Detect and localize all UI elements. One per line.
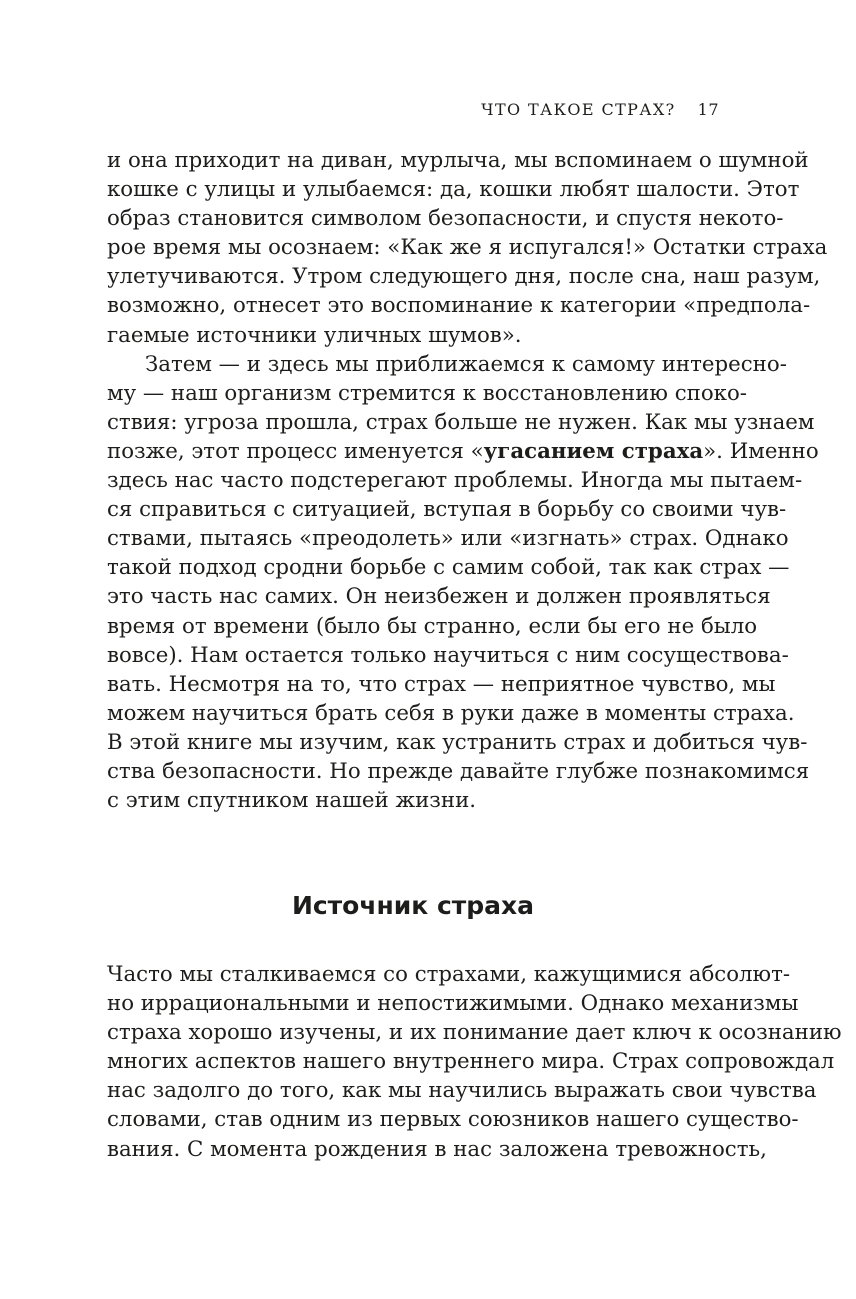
- text-line: и она приходит на диван, мурлыча, мы вспоминаем о шумной: [107, 148, 809, 173]
- text-line: многих аспектов нашего внутреннего мира. Страх сопровождал: [107, 1049, 835, 1075]
- text-line: рое время мы осознаем: «Как же я испугался!» Остатки страха: [107, 235, 828, 261]
- text-line: нас задолго до того, как мы научились выражать свои чувства: [107, 1078, 817, 1104]
- text-line: ствами, пытаясь «преодолеть» или «изгнать» страх. Однако: [107, 526, 789, 552]
- text-line: вовсе). Нам остается только научиться с ним сосуществова-: [107, 642, 789, 668]
- text-line: но иррациональными и непостижимыми. Однако механизмы: [107, 991, 799, 1017]
- text-line: му — наш организм стремится к восстановлению споко-: [107, 380, 747, 406]
- text-line-with-emphasis: [107, 437, 819, 466]
- body-text-top: [107, 146, 828, 815]
- text-line: здесь нас часто подстерегают проблемы. Иногда мы пытаем-: [107, 468, 803, 494]
- text-line: гаемые источники уличных шумов».: [107, 322, 522, 348]
- running-head-title: ЧТО ТАКОЕ СТРАХ?: [481, 100, 676, 119]
- text-line: вания. С момента рождения в нас заложена тревожность,: [107, 1136, 767, 1162]
- body-text-bottom: [107, 960, 842, 1164]
- text-line: кошке с улицы и улыбаемся: да, кошки любят шалости. Этот: [107, 177, 800, 203]
- text-line: Затем — и здесь мы приближаемся к самому интересно-: [145, 351, 787, 377]
- text-run: ». Именно: [703, 438, 819, 464]
- text-line: время от времени (было бы странно, если бы его не было: [107, 613, 758, 639]
- text-line: такой подход сродни борьбе с самим собой, так как страх —: [107, 555, 790, 581]
- text-line: Часто мы сталкиваемся со страхами, кажущимися абсолют-: [107, 962, 791, 987]
- page-number: 17: [697, 100, 719, 119]
- text-line: В этой книге мы изучим, как устранить страх и добиться чув-: [107, 729, 808, 755]
- text-line: ствия: угроза прошла, страх больше не нужен. Как мы узнаем: [107, 409, 815, 435]
- text-line: это часть нас самих. Он неизбежен и должен проявляться: [107, 584, 771, 610]
- text-line: ства безопасности. Но прежде давайте глубже познакомимся: [107, 758, 810, 784]
- text-line: можем научиться брать себя в руки даже в моменты страха.: [107, 700, 795, 726]
- text-line: ся справиться с ситуацией, вступая в борьбу со своими чув-: [107, 497, 787, 523]
- emphasis-term: угасанием страха: [483, 438, 704, 464]
- text-line: страха хорошо изучены, и их понимание дает ключ к осознанию: [107, 1020, 842, 1046]
- running-head: [107, 100, 719, 119]
- text-line: улетучиваются. Утром следующего дня, после сна, наш разум,: [107, 264, 821, 290]
- text-line: образ становится символом безопасности, и спустя некото-: [107, 206, 784, 232]
- text-line: словами, став одним из первых союзников нашего существо-: [107, 1107, 799, 1133]
- text-line: возможно, отнесет это воспоминание к категории «предпола-: [107, 293, 811, 319]
- text-line: с этим спутником нашей жизни.: [107, 788, 477, 814]
- text-line: вать. Несмотря на то, что страх — неприятное чувство, мы: [107, 671, 776, 697]
- section-heading: Источник страха: [291, 891, 535, 920]
- text-run: позже, этот процесс именуется «: [107, 438, 484, 464]
